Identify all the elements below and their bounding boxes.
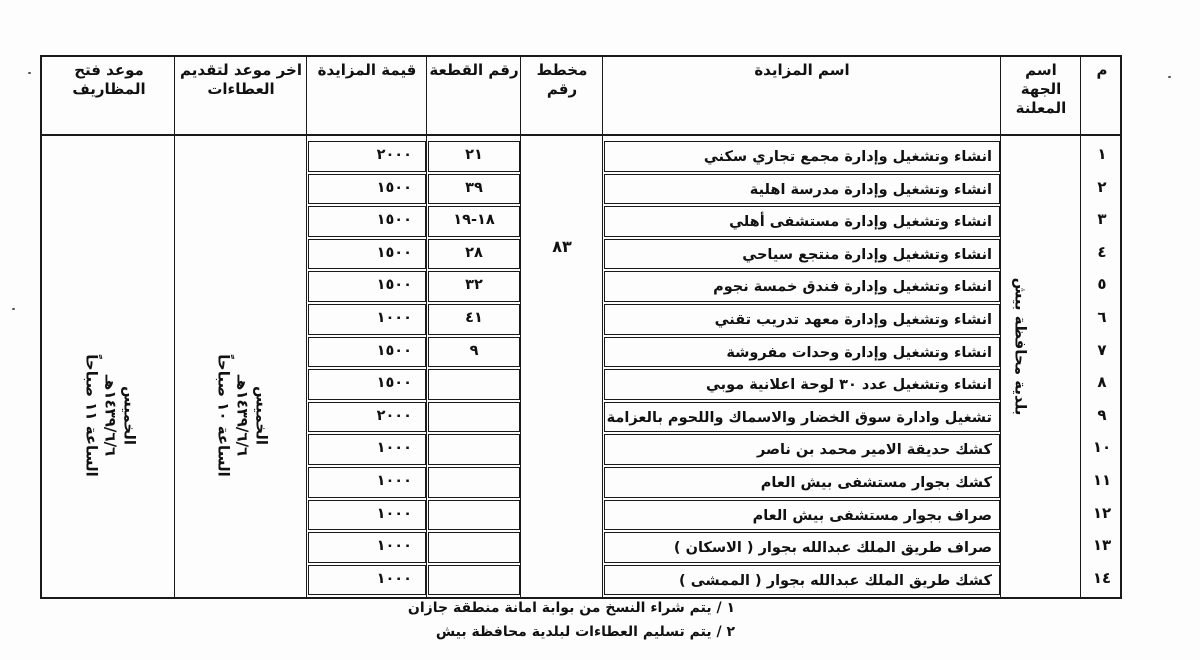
column-divider (1000, 57, 1001, 597)
plot-cell (428, 532, 520, 563)
plot-number: ٤١ (465, 310, 483, 326)
row-number: ٦ (1097, 308, 1107, 326)
header-deadline: اخر موعد لتقديم العطاءات (180, 61, 302, 98)
auction-table (40, 55, 1122, 599)
plot-number: ٣٢ (465, 277, 483, 294)
row-number: ١٠ (1092, 438, 1112, 457)
row-number: ١ (1097, 145, 1107, 163)
row-number: ٩ (1097, 405, 1107, 424)
column-divider (520, 57, 521, 597)
row-number: ٧ (1097, 340, 1107, 359)
auction-value: ٢٠٠٠ (376, 147, 412, 163)
auction-value: ١٥٠٠ (376, 277, 412, 294)
row-number: ٣ (1097, 210, 1107, 229)
plot-number: ١٨-١٩ (453, 212, 495, 229)
auction-name: انشاء وتشغيل وإدارة مدرسة اهلية (749, 181, 992, 198)
plot-cell (428, 369, 520, 400)
plot-number: ٩ (469, 342, 479, 359)
plot-cell (428, 402, 520, 433)
auction-value: ١٠٠٠ (376, 505, 412, 522)
plot-cell (428, 500, 520, 531)
header-entity: اسم الجهة المعلنة (1015, 61, 1067, 117)
plot-number: ٣٩ (465, 179, 483, 196)
scan-speck (28, 72, 31, 74)
row-number: ١٢ (1092, 503, 1112, 522)
auction-name: تشغيل وادارة سوق الخضار والاسماك واللحوم بالعزامة (606, 409, 992, 426)
header-plot-no: رقم القطعة (429, 61, 519, 79)
auction-value: ١٠٠٠ (376, 440, 412, 457)
entity-name: بلدية محافظة بيش (1011, 277, 1030, 416)
plan-number: ٨٣ (552, 237, 572, 256)
header-auction-value: قيمة المزايدة (317, 61, 417, 79)
column-divider (426, 57, 427, 597)
row-number: ٥ (1097, 275, 1107, 294)
footnote-2: ٢ / يتم تسليم العطاءات لبلدية محافظة بيش (435, 624, 735, 640)
column-divider (306, 57, 307, 597)
row-number: ١٣ (1092, 536, 1112, 555)
auction-value: ١٠٠٠ (376, 538, 412, 555)
plot-cell (428, 467, 520, 498)
auction-name: انشاء وتشغيل وإدارة مجمع تجاري سكني (703, 149, 992, 165)
auction-value: ١٠٠٠ (376, 570, 412, 587)
auction-name: كشك طريق الملك عبدالله بجوار ( الممشى ) (679, 572, 992, 589)
auction-name: انشاء وتشغيل عدد ٣٠ لوحة اعلانية موبي (705, 377, 992, 394)
header-opening: موعد فتح المظاريف (72, 61, 146, 98)
auction-value: ١٥٠٠ (376, 375, 412, 392)
auction-value: ١٥٠٠ (376, 244, 412, 261)
scan-speck (1168, 76, 1171, 78)
auction-value: ١٥٠٠ (376, 179, 412, 196)
auction-name: كشك بجوار مستشفى بيش العام (760, 475, 992, 491)
scan-speck (12, 308, 15, 310)
auction-name: انشاء وتشغيل وإدارة فندق خمسة نجوم (713, 279, 992, 296)
plot-number: ٢٨ (465, 244, 483, 261)
header-auction-name: اسم المزايدة (754, 61, 850, 79)
auction-name: انشاء وتشغيل وإدارة وحدات مفروشة (726, 344, 992, 361)
header-m: م (1096, 61, 1108, 79)
auction-name: كشك حديقة الامير محمد بن ناصر (756, 442, 992, 459)
auction-name: انشاء وتشغيل وإدارة معهد تدريب تقني (714, 312, 992, 328)
row-number: ١٤ (1092, 568, 1112, 587)
column-divider (602, 57, 603, 597)
plot-number: ٢١ (465, 147, 483, 163)
opening-date: الخميس ١٤٣٩/٦/٦هـ الساعة ١١ صباحاً (82, 354, 139, 477)
auction-name: انشاء وتشغيل وإدارة منتجع سياحي (742, 246, 992, 263)
auction-name: صراف بجوار مستشفى بيش العام (752, 507, 992, 524)
auction-value: ١٥٠٠ (376, 212, 412, 229)
auction-name: انشاء وتشغيل وإدارة مستشفى أهلي (729, 214, 992, 231)
auction-name: صراف طريق الملك عبدالله بجوار ( الاسكان ) (673, 540, 992, 557)
auction-value: ١٠٠٠ (376, 473, 412, 489)
plot-cell (428, 565, 520, 596)
column-divider (174, 57, 175, 597)
deadline-date: الخميس ١٤٣٩/٦/٦هـ الساعة ١٠ صباحاً (214, 354, 271, 477)
row-number: ٢ (1097, 177, 1107, 196)
header-plan-no: مخطط رقم (536, 61, 588, 98)
auction-value: ٢٠٠٠ (376, 407, 412, 424)
plot-cell (428, 434, 520, 465)
row-number: ٨ (1097, 373, 1107, 392)
auction-value: ١٠٠٠ (376, 310, 412, 326)
row-number: ٤ (1097, 242, 1107, 261)
header-divider (42, 134, 1120, 136)
auction-value: ١٥٠٠ (376, 342, 412, 359)
footnote-1: ١ / يتم شراء النسخ من بوابة امانة منطقة جازان (407, 600, 735, 616)
column-divider (1080, 57, 1081, 597)
row-number: ١١ (1092, 471, 1112, 489)
